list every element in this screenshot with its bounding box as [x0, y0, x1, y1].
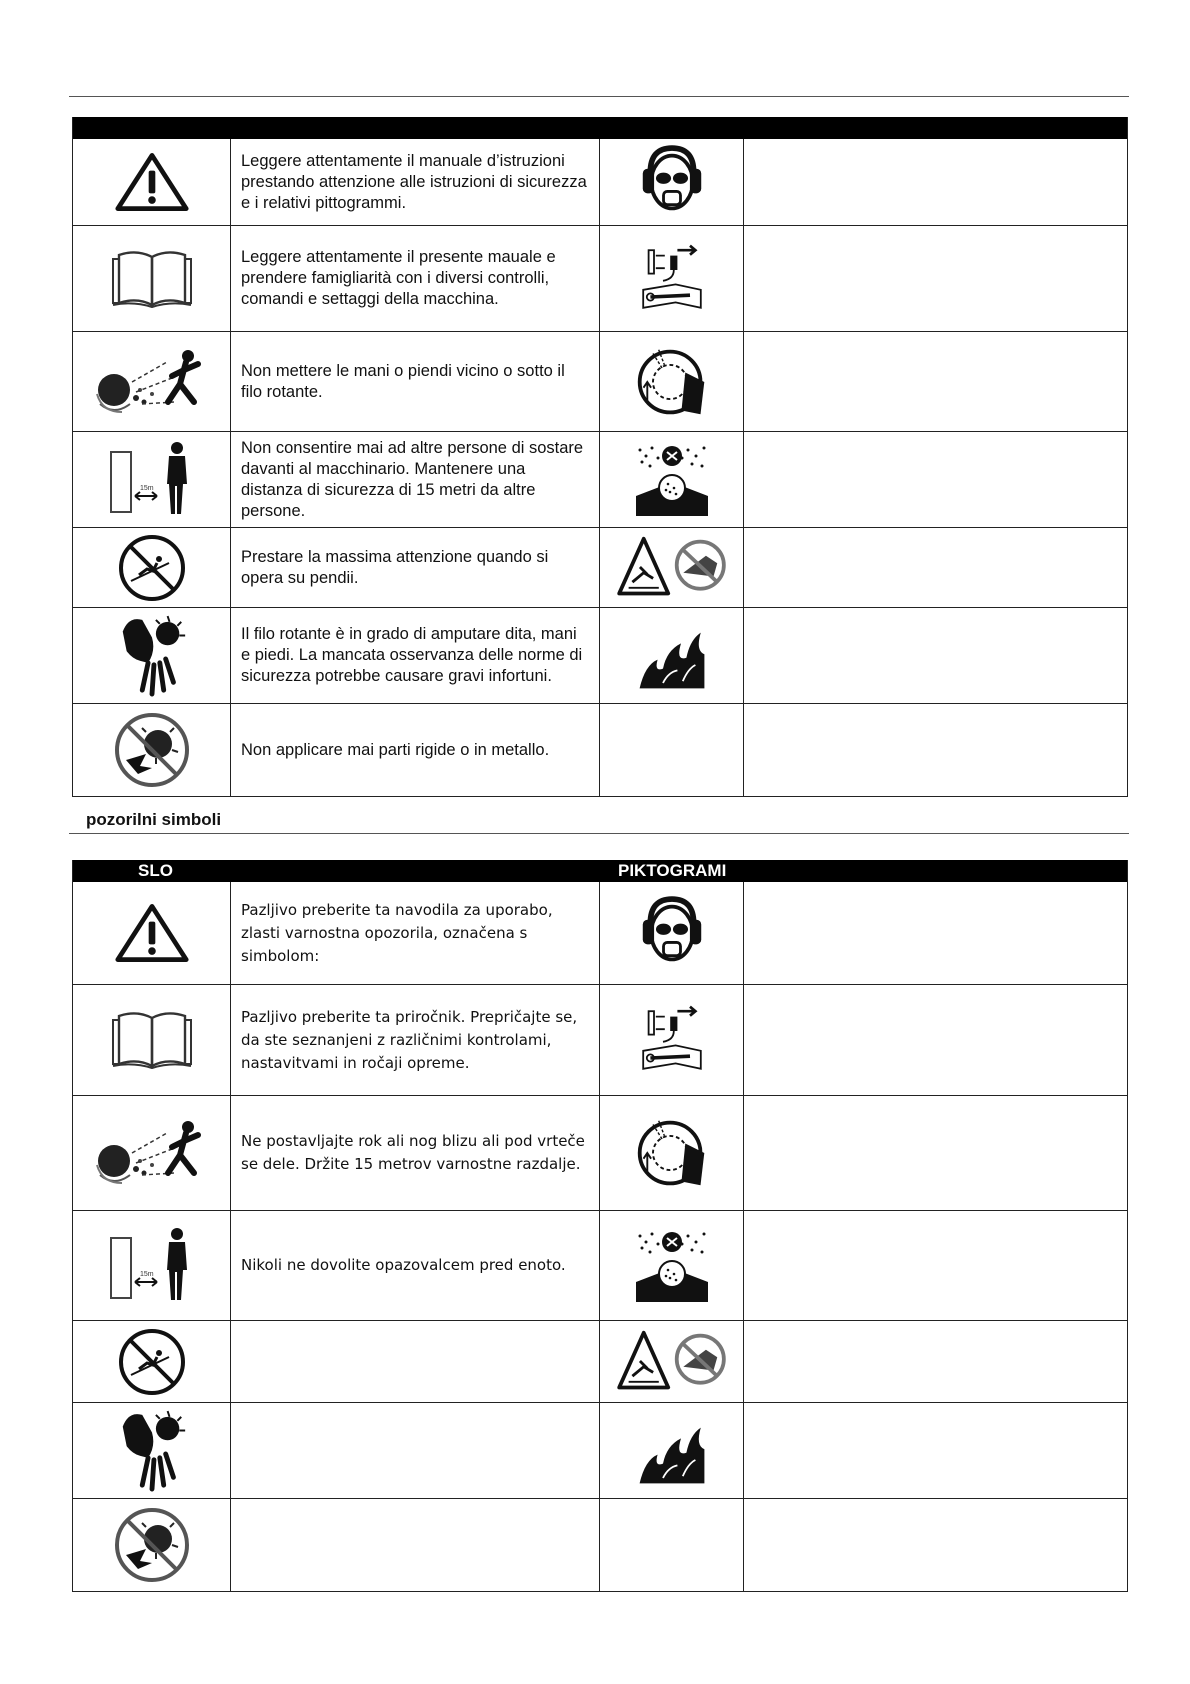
row-text: Leggere attentamente il presente mauale e prendere famigliarità con i diversi controlli, comandi e settaggi della macchina.: [241, 248, 556, 308]
disconnect-before-maintenance-icon: [636, 1002, 708, 1078]
table-row: [73, 432, 1127, 528]
italian-safety-table: [72, 117, 1128, 797]
no-slopes-icon: [117, 533, 187, 603]
slovenian-safety-table: [72, 860, 1128, 1592]
row-text: Il filo rotante è in grado di amputare dita, mani e piedi. La mancata osservanza delle norme di sicurezza potrebbe causare gravi infortuni.: [241, 625, 583, 685]
table-row: [73, 1321, 1127, 1403]
table-row: [73, 704, 1127, 797]
fire-hazard-icon: [632, 1415, 712, 1487]
table-row: [73, 1211, 1127, 1321]
dust-inhalation-icon: [632, 440, 712, 520]
thrown-objects-icon: [92, 1113, 212, 1193]
table-row: [73, 1096, 1127, 1211]
subtitle-rule: [69, 833, 1129, 834]
table-row: [73, 985, 1127, 1096]
table-header: [73, 860, 1127, 882]
no-metal-blade-icon: [112, 1505, 192, 1585]
amputation-hazard-icon: [113, 612, 191, 700]
row-text: Leggere attentamente il manuale d’istruzioni prestando attenzione alle istruzioni di sicurezza e i relativi pittogrammi.: [241, 151, 587, 212]
keep-15m-distance-icon: [107, 1226, 197, 1306]
table-row: [73, 1499, 1127, 1592]
hot-surface-no-touch-icon: [612, 1329, 732, 1395]
rotating-line-hazard-icon: [634, 1115, 710, 1191]
disconnect-before-maintenance-icon: [636, 241, 708, 317]
no-slopes-icon: [117, 1327, 187, 1397]
section-subtitle: pozorilni simboli: [86, 810, 222, 829]
table-row: [73, 528, 1127, 608]
open-manual-icon: [109, 1010, 195, 1070]
table-row: [73, 226, 1127, 332]
thrown-objects-icon: [92, 342, 212, 422]
dust-inhalation-icon: [632, 1226, 712, 1306]
row-text: Pazljivo preberite ta priročnik. Prepričajte se, da ste seznanjeni z različnimi kontrolami, nastavitvami in ročaji opreme.: [241, 1007, 578, 1072]
keep-15m-distance-icon: [107, 440, 197, 520]
table-row: [73, 608, 1127, 704]
top-rule: [69, 96, 1129, 97]
ear-eye-protection-icon: [639, 895, 705, 971]
row-text: Nikoli ne dovolite opazovalcem pred enoto.: [241, 1256, 566, 1274]
table-header: [73, 117, 1127, 139]
rotating-line-hazard-icon: [634, 344, 710, 420]
warning-triangle-icon: [114, 902, 190, 964]
warning-triangle-icon: [114, 151, 190, 213]
fire-hazard-icon: [632, 620, 712, 692]
row-text: Ne postavljajte rok ali nog blizu ali pod vrteče se dele. Držite 15 metrov varnostne razdalje.: [241, 1132, 585, 1173]
amputation-hazard-icon: [113, 1407, 191, 1495]
hot-surface-no-touch-icon: [612, 535, 732, 601]
header-right-label: PIKTOGRAMI: [618, 861, 727, 880]
table-row: [73, 882, 1127, 985]
no-metal-blade-icon: [112, 710, 192, 790]
open-manual-icon: [109, 249, 195, 309]
row-text: Non consentire mai ad altre persone di sostare davanti al macchinario. Mantenere una distanza di sicurezza di 15 metri da altre persone.: [241, 438, 584, 520]
table-row: [73, 139, 1127, 226]
row-text: Pazljivo preberite ta navodila za uporabo, zlasti varnostna opozorila, označena s simbolom:: [241, 900, 553, 965]
row-text: Non mettere le mani o piendi vicino o sotto il filo rotante.: [241, 361, 565, 401]
table-row: [73, 1403, 1127, 1499]
table-row: [73, 332, 1127, 432]
row-text: Non applicare mai parti rigide o in metallo.: [241, 740, 550, 759]
row-text: Prestare la massima attenzione quando si opera su pendii.: [241, 547, 549, 587]
header-left-label: SLO: [138, 861, 173, 880]
ear-eye-protection-icon: [639, 144, 705, 220]
